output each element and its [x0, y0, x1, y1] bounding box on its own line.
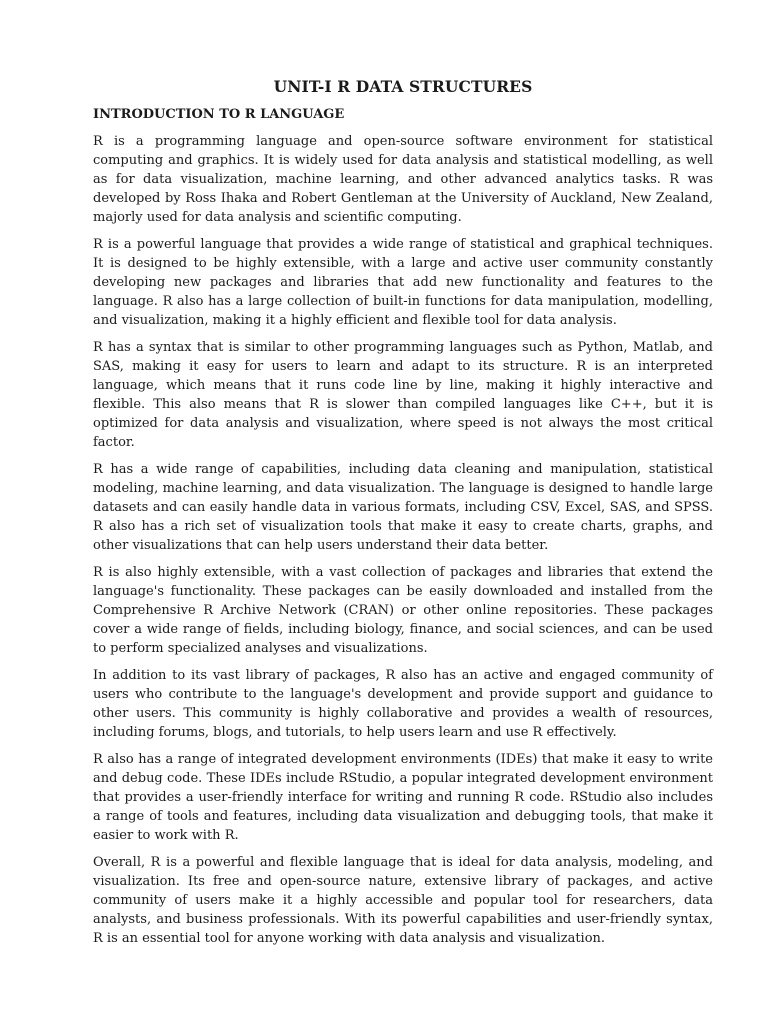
document-page: [93, 76, 713, 956]
paragraph-6: In addition to its vast library of packages, R also has an active and engaged community of users who contribute to the language's development and provide support and guidance to other users. This community is highly collaborative and provides a wealth of resources, including forums, blogs, and tutorials, to help users learn and use R effectively.: [93, 668, 713, 740]
paragraph-5: R is also highly extensible, with a vast collection of packages and libraries that extend the language's functionality. These packages can be easily downloaded and installed from the Comprehensive R Archive Network (CRAN) or other online repositories. These packages cover a wide range of fields, including biology, finance, and social sciences, and can be used to perform specialized analyses and visualizations.: [93, 565, 713, 656]
paragraph-7: R also has a range of integrated development environments (IDEs) that make it easy to write and debug code. These IDEs include RStudio, a popular integrated development environment that provides a user-friendly interface for writing and running R code. RStudio also includes a range of tools and features, including data visualization and debugging tools, that make it easier to work with R.: [93, 752, 713, 843]
paragraph-2: R is a powerful language that provides a wide range of statistical and graphical techniques. It is designed to be highly extensible, with a large and active user community constantly developing new packages and libraries that add new functionality and features to the language. R also has a large collection of built-in functions for data manipulation, modelling, and visualization, making it a highly efficient and flexible tool for data analysis.: [93, 237, 713, 328]
paragraph-1: R is a programming language and open-source software environment for statistical computing and graphics. It is widely used for data analysis and statistical modelling, as well as for data visualization, machine learning, and other advanced analytics tasks. R was developed by Ross Ihaka and Robert Gentleman at the University of Auckland, New Zealand, majorly used for data analysis and scientific computing.: [93, 134, 713, 225]
paragraph-3: R has a syntax that is similar to other programming languages such as Python, Matlab, and SAS, making it easy for users to learn and adapt to its structure. R is an interpreted language, which means that it runs code line by line, making it highly interactive and flexible. This also means that R is slower than compiled languages like C++, but it is optimized for data analysis and visualization, where speed is not always the most critical factor.: [93, 340, 713, 450]
page-title: UNIT-I R DATA STRUCTURES: [273, 77, 533, 96]
section-heading: INTRODUCTION TO R LANGUAGE: [93, 107, 345, 122]
paragraph-4: R has a wide range of capabilities, including data cleaning and manipulation, statistical modeling, machine learning, and data visualization. The language is designed to handle large datasets and can easily handle data in various formats, including CSV, Excel, SAS, and SPSS. R also has a rich set of visualization tools that make it easy to create charts, graphs, and other visualizations that can help users understand their data better.: [93, 462, 713, 553]
paragraph-8: Overall, R is a powerful and flexible language that is ideal for data analysis, modeling, and visualization. Its free and open-source nature, extensive library of packages, and active community of users make it a highly accessible and popular tool for researchers, data analysts, and business professionals. With its powerful capabilities and user-friendly syntax, R is an essential tool for anyone working with data analysis and visualization.: [93, 855, 713, 946]
